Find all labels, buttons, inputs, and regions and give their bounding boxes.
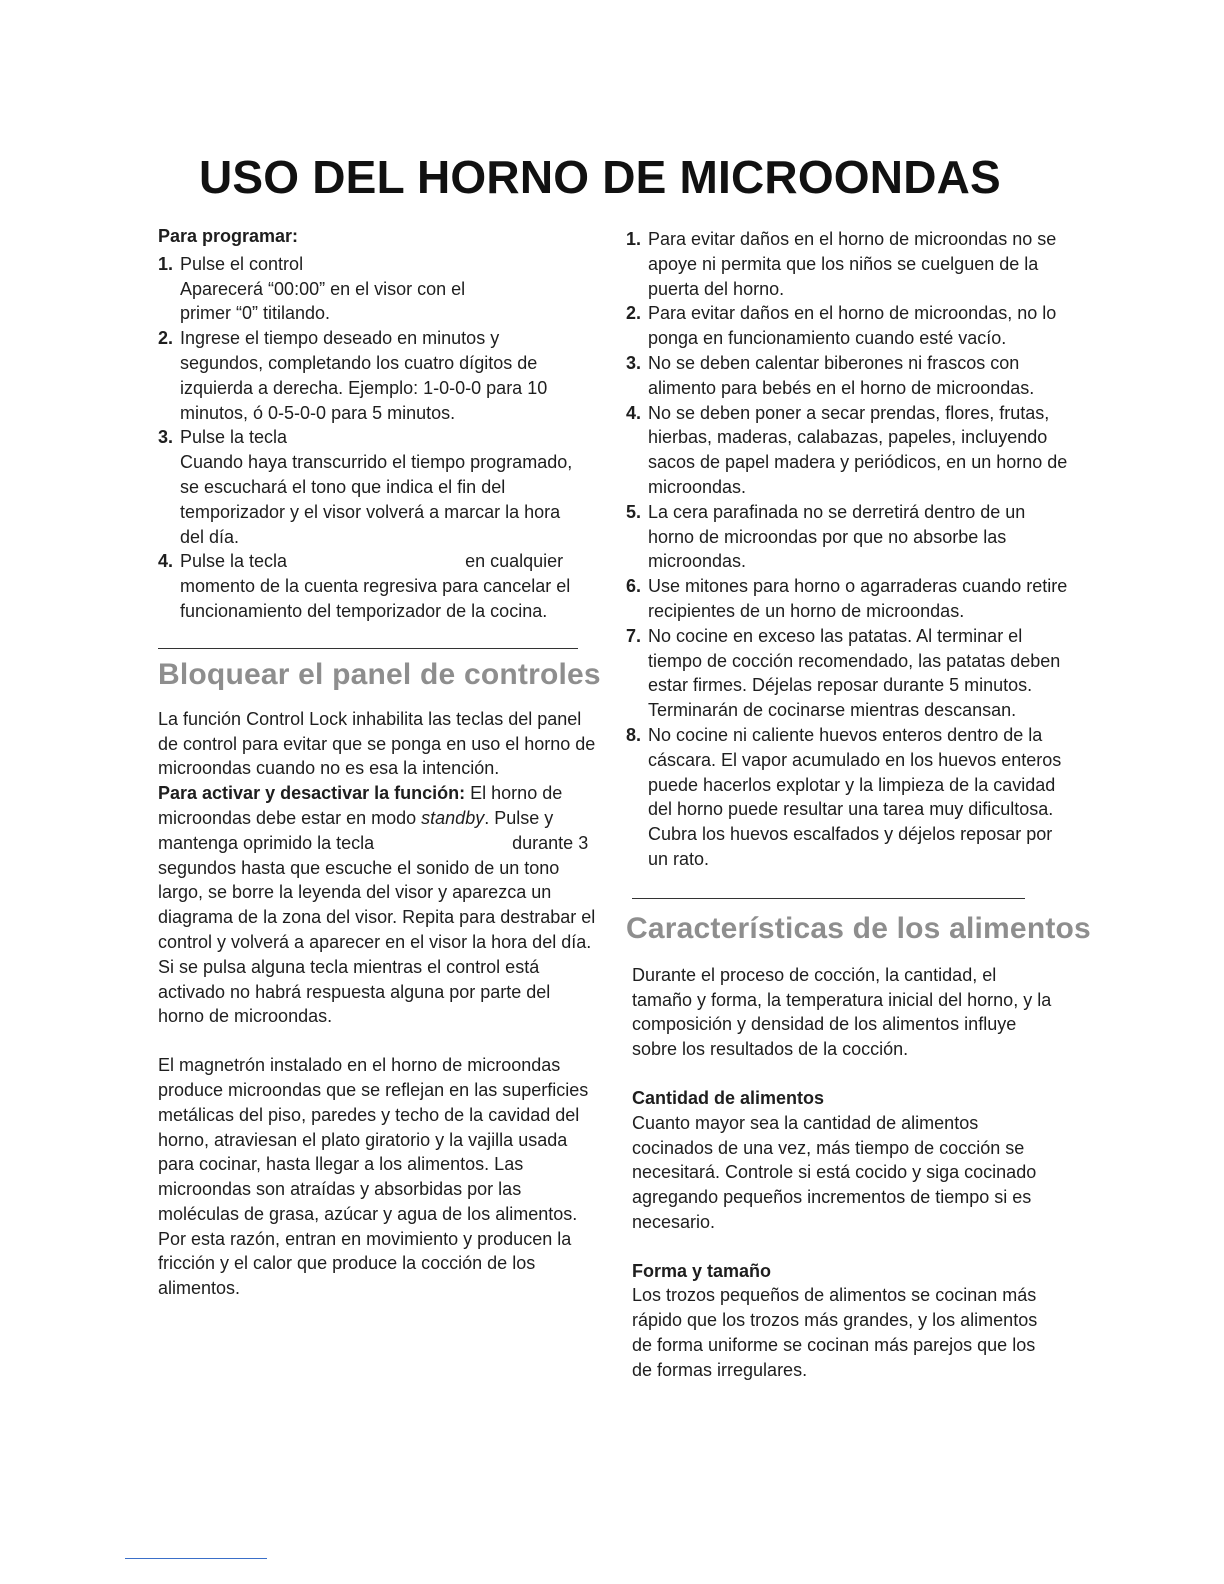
standby-text: standby bbox=[421, 807, 485, 828]
programar-step-1 bbox=[158, 252, 598, 326]
step-number: 4. bbox=[158, 551, 174, 572]
item-number: 8. bbox=[626, 724, 642, 745]
activar-text: . Pulse y mantenga oprimido la tecla bbox=[158, 807, 554, 853]
item-number: 3. bbox=[626, 352, 642, 373]
section-divider bbox=[632, 898, 1025, 899]
programar-step-2 bbox=[158, 326, 598, 425]
item-text: Para evitar daños en el horno de microondas no se apoye ni permita que los niños se cuelguen de la puerta del horno. bbox=[648, 229, 1057, 299]
programar-steps bbox=[158, 252, 598, 624]
precaucion-item bbox=[626, 401, 1076, 500]
forma-text: Los trozos pequeños de alimentos se cocinan más rápido que los trozos más grandes, y los alimentos de forma uniforme se cocinan más parejos que los de formas irregulares. bbox=[632, 1285, 1038, 1380]
item-number: 5. bbox=[626, 501, 642, 522]
step-detail: momento de la cuenta regresiva para cancelar el funcionamiento del temporizador de la cocina. bbox=[180, 576, 571, 621]
step-text-after: en cualquier bbox=[465, 551, 564, 572]
section-divider bbox=[158, 648, 578, 649]
activar-text: El horno de microondas debe estar en modo bbox=[158, 783, 563, 828]
activar-label: Para activar y desactivar la función: bbox=[158, 783, 466, 804]
item-number: 7. bbox=[626, 625, 642, 646]
precaucion-item bbox=[626, 624, 1076, 723]
magnetron-text: El magnetrón instalado en el horno de microondas produce microondas que se reflejan en las superficies metálicas del piso, paredes y techo de la cavidad del horno, atraviesan el plato giratorio y la vajilla usada para cocinar, hasta llegar a los alimentos. Las microondas son atraídas y absorbidas por las moléculas de grasa, azúcar y agua de los alimentos. Por esta razón, entran en movimiento y producen la fricción y el calor que produce la cocción de los alimentos. bbox=[158, 1055, 589, 1299]
step-text: Pulse la tecla bbox=[180, 427, 288, 448]
precaucion-item bbox=[626, 723, 1076, 872]
activar-text: 3 segundos hasta que escuche el sonido de un tono largo, se borre la leyenda del visor y aparezca un diagrama de la zona del visor. Repita para destrabar el control y volverá a aparecer en el visor la hora del día. Si se pulsa alguna tecla mientras el control está activado no habrá respuesta alguna por parte del horno de microondas. bbox=[158, 832, 596, 1027]
caracteristicas-body bbox=[626, 963, 1052, 1383]
programar-step-4 bbox=[158, 549, 598, 623]
item-text: No se deben poner a secar prendas, flores, frutas, hierbas, maderas, calabazas, papeles, incluyendo sacos de papel madera y periódicos, en un horno de microondas. bbox=[648, 402, 1068, 497]
bloquear-intro: La función Control Lock inhabilita las teclas del panel de control para evitar que se ponga en uso el horno de microondas cuando no es esa la intención. bbox=[158, 708, 596, 779]
precaucion-item bbox=[626, 227, 1076, 301]
step-number: 1. bbox=[158, 253, 174, 274]
cantidad-heading: Cantidad de alimentos bbox=[632, 1087, 825, 1108]
cantidad-text: Cuanto mayor sea la cantidad de alimentos cocinados de una vez, más tiempo de cocción se necesitará. Controle si está cocido y siga cocinado agregando pequeños incrementos de tiempo si es necesario. bbox=[632, 1112, 1037, 1232]
right-column bbox=[626, 227, 1091, 1383]
left-column bbox=[158, 224, 601, 1301]
item-text: No cocine en exceso las patatas. Al terminar el tiempo de cocción recomendado, las patatas deben estar firmes. Déjelas reposar durante 5 minutos. Terminarán de cocinarse mientras descansan. bbox=[648, 625, 1061, 721]
step-detail: Cuando haya transcurrido el tiempo programado, se escuchará el tono que indica el fin del temporizador y el visor volverá a marcar la hora del día. bbox=[180, 452, 573, 547]
item-number: 2. bbox=[626, 303, 642, 324]
caracteristicas-heading: Características de los alimentos bbox=[626, 911, 1091, 945]
bloquear-heading: Bloquear el panel de controles bbox=[158, 657, 601, 691]
item-text: No cocine ni caliente huevos enteros dentro de la cáscara. El vapor acumulado en los huevos enteros puede hacerlos explotar y la limpieza de la cavidad del horno puede resultar una tarea muy dificultosa. Cubra los huevos escalfados y déjelos reposar por un rato. bbox=[648, 724, 1062, 869]
footer-rule bbox=[125, 1558, 267, 1559]
bloquear-activar bbox=[158, 781, 598, 1029]
step-text: Pulse el control bbox=[180, 253, 304, 274]
step-text-before: Pulse la tecla bbox=[180, 551, 288, 572]
forma-heading: Forma y tamaño bbox=[632, 1260, 772, 1281]
programar-heading: Para programar: bbox=[158, 226, 299, 246]
item-number: 6. bbox=[626, 576, 642, 597]
precaucion-item bbox=[626, 574, 1076, 624]
item-text: Use mitones para horno o agarraderas cuando retire recipientes de un horno de microondas. bbox=[648, 576, 1068, 621]
page-title: USO DEL HORNO DE MICROONDAS bbox=[199, 151, 1001, 203]
item-number: 4. bbox=[626, 402, 642, 423]
item-text: Para evitar daños en el horno de microondas, no lo ponga en funcionamiento cuando esté vacío. bbox=[648, 303, 1057, 349]
programar-step-3 bbox=[158, 425, 598, 549]
activar-text: durante bbox=[512, 832, 574, 853]
caracteristicas-intro: Durante el proceso de cocción, la cantidad, el tamaño y forma, la temperatura inicial del horno, y la composición y densidad de los alimentos influye sobre los resultados de la cocción. bbox=[632, 964, 1052, 1060]
precaucion-item bbox=[626, 351, 1076, 401]
step-number: 2. bbox=[158, 328, 174, 349]
precaucion-item bbox=[626, 500, 1076, 574]
precauciones-list bbox=[626, 227, 1076, 872]
item-text: La cera parafinada no se derretirá dentro de un horno de microondas por que no absorbe las microondas. bbox=[648, 501, 1026, 572]
precaucion-item bbox=[626, 301, 1076, 351]
step-detail: Aparecerá “00:00” en el visor con el primer “0” titilando. bbox=[180, 278, 466, 324]
item-text: No se deben calentar biberones ni frascos con alimento para bebés en el horno de microondas. bbox=[648, 352, 1035, 398]
item-number: 1. bbox=[626, 229, 642, 249]
step-number: 3. bbox=[158, 427, 174, 448]
step-text: Ingrese el tiempo deseado en minutos y segundos, completando los cuatro dígitos de izquierda a derecha. Ejemplo: 1-0-0-0 para 10 minutos, ó 0-5-0-0 para 5 minutos. bbox=[180, 328, 548, 423]
